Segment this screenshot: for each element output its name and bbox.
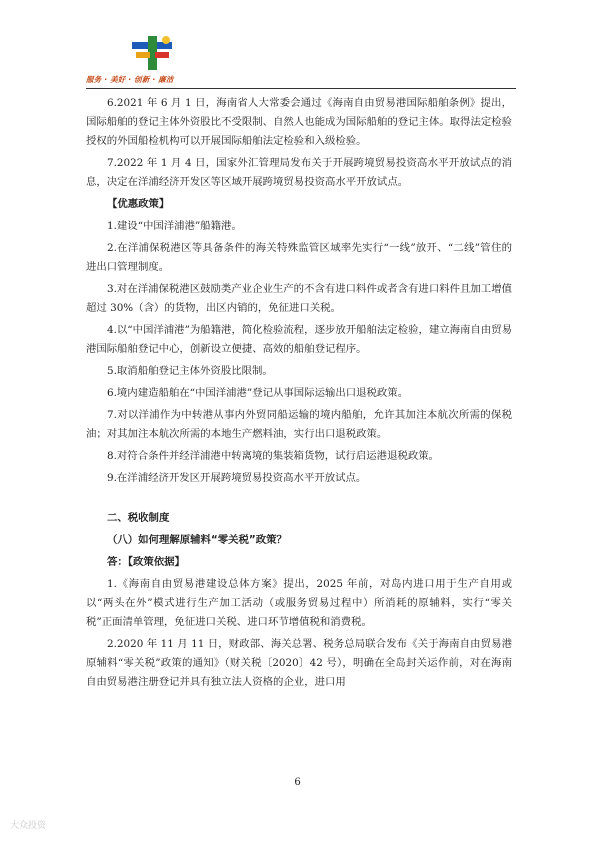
answer-label: 答：【政策依据】 <box>107 556 185 568</box>
page-number: 6 <box>294 777 301 788</box>
policy-item: 5.取消船舶登记主体外资股比限制。 <box>107 365 273 377</box>
policy-item: 3.对在洋浦保税港区鼓励类产业企业生产的不含有进口料件或者含有进口料件且加工增值超过 30%（含）的货物，出区内销的，免征进口关税。 <box>86 283 512 314</box>
section-spacer <box>86 491 512 509</box>
policy-item: 7.对以洋浦作为中转港从事内外贸同船运输的境内船舶，允许其加注本航次所需的保税油；对其加注本航次所需的本地生产燃料油，实行出口退税政策。 <box>86 409 512 440</box>
basis-item: 2.2020 年 11 月 11 日，财政部、海关总署、税务总局联合发布《关于海南自由贸易港原辅料“零关税”政策的通知》（财关税〔2020〕42 号），明确在全岛封关运作前，对在海南自由贸易港注册登记并具有独立法人资格的企业，进口用 <box>86 638 512 688</box>
page-header <box>86 34 595 90</box>
document-body <box>86 94 512 695</box>
policy-item: 8.对符合条件并经洋浦港中转离境的集装箱货物，试行启运港退税政策。 <box>107 450 440 462</box>
policy-heading: 【优惠政策】 <box>107 198 170 210</box>
policy-item: 4.以“中国洋浦港”为船籍港，简化检验流程，逐步放开船舶法定检验，建立海南自由贸易港国际船舶登记中心，创新设立便捷、高效的船舶登记程序。 <box>86 324 512 355</box>
policy-item: 1.建设“中国洋浦港”船籍港。 <box>107 220 242 232</box>
logo-icon <box>128 34 176 72</box>
paragraph: 6.2021 年 6 月 1 日，海南省人大常委会通过《海南自由贸易港国际船舶条例》提出，国际船舶的登记主体外资股比不受限制、自然人也能成为国际船舶的登记主体。取得法定检验授权的外国船检机构可以开展国际船舶法定检验和入级检验。 <box>86 97 513 147</box>
section-title: 二、税收制度 <box>107 512 170 524</box>
subsection-title: （八）如何理解原辅料“零关税”政策？ <box>107 534 287 546</box>
header-divider <box>86 88 516 89</box>
watermark: 大众投资 <box>10 821 47 831</box>
header-slogan: 服务 · 美好 · 创新 · 廉洁 <box>86 75 174 84</box>
policy-item: 9.在洋浦经济开发区开展跨境贸易投资高水平开放试点。 <box>107 472 367 484</box>
paragraph: 7.2022 年 1 月 4 日，国家外汇管理局发布关于开展跨境贸易投资高水平开放试点的消息，决定在洋浦经济开发区等区域开展跨境贸易投资高水平开放试点。 <box>86 157 512 188</box>
policy-item: 2.在洋浦保税港区等具备条件的海关特殊监管区域率先实行“一线”放开、“二线”管住的进出口管理制度。 <box>86 242 512 273</box>
basis-item: 1.《海南自由贸易港建设总体方案》提出，2025 年前，对岛内进口用于生产自用或以“两头在外”模式进行生产加工活动（或服务贸易过程中）所消耗的原辅料，实行“零关税”正面清单管理，免征进口关税、进口环节增值税和消费税。 <box>86 578 512 628</box>
policy-item: 6.境内建造船舶在“中国洋浦港”登记从事国际运输出口退税政策。 <box>107 387 409 399</box>
